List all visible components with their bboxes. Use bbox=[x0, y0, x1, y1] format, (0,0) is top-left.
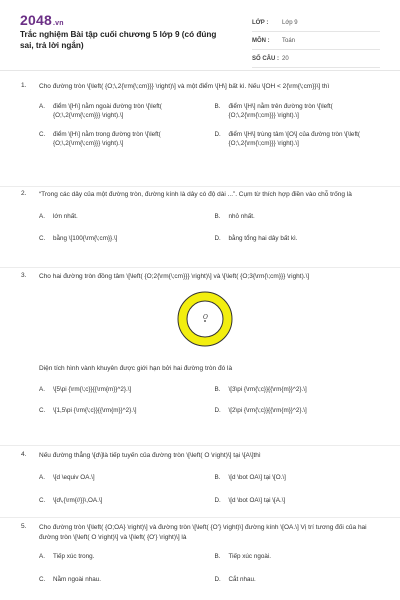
option-c[interactable] bbox=[39, 130, 203, 148]
option-letter: C. bbox=[39, 407, 46, 414]
brand-name: 2048 bbox=[20, 12, 52, 28]
option-c[interactable] bbox=[39, 575, 203, 584]
option-text: điểm \[H\] trùng tâm \[O\] của đường tròn \[\left( {O;\,2{\rm{\;cm}}} \right).\] bbox=[228, 130, 361, 147]
option-a[interactable] bbox=[39, 385, 203, 394]
question-text: Cho hai đường tròn đồng tâm \[\left( {O;2{\rm{\;cm}}} \right)\] và \[\left( {O;3{\rm{\;cm}}} \right).\] bbox=[39, 273, 310, 280]
meta-label: MÔN : bbox=[252, 37, 270, 44]
question-text: Cho đường tròn \[\left( {O;OA} \right)\] và đường tròn \[\left( {O'} \right)\] đường kính \[OA.\] Vị trí tương đối của hai đường tròn \[\left( O \right)\] và \[\left( {O'} \right)\] là bbox=[39, 524, 367, 541]
option-c[interactable] bbox=[39, 406, 203, 415]
option-letter: C. bbox=[39, 130, 46, 138]
option-letter: D. bbox=[214, 576, 221, 583]
option-c[interactable] bbox=[39, 234, 203, 243]
meta-value: Toán bbox=[282, 37, 296, 44]
question-1 bbox=[0, 80, 400, 187]
option-letter: B. bbox=[214, 386, 221, 393]
option-letter: D. bbox=[214, 496, 221, 504]
option-letter: B. bbox=[214, 553, 221, 560]
option-d[interactable] bbox=[215, 406, 379, 415]
option-text: bằng tổng hai dây bất kì. bbox=[228, 234, 298, 242]
option-a[interactable] bbox=[39, 552, 203, 561]
center-label: O bbox=[203, 313, 208, 321]
answer-options bbox=[39, 212, 378, 243]
question-text: “Trong các dây của một đường tròn, đường kính là dây có độ dài ...”. Cụm từ thích hợp điền vào chỗ trống là bbox=[39, 191, 352, 198]
option-text: \[5\pi {\rm{\;c}}{{\rm{m}}^2}.\] bbox=[53, 386, 132, 393]
option-text: Tiếp xúc ngoài. bbox=[228, 553, 271, 560]
question-text: Nếu đường thẳng \[d\]là tiếp tuyến của đường tròn \[\left( O \right)\] tại \[A\]thì bbox=[39, 452, 261, 459]
option-d[interactable] bbox=[215, 234, 379, 243]
option-text: bằng \[100{\rm{\;cm}}.\] bbox=[53, 234, 118, 242]
answer-options bbox=[39, 102, 378, 148]
option-a[interactable] bbox=[39, 102, 203, 120]
question-subtext: Diện tích hình vành khuyên được giới hạn bởi hai đường tròn đó là bbox=[39, 364, 233, 372]
option-b[interactable] bbox=[215, 473, 379, 482]
option-letter: A. bbox=[39, 386, 45, 393]
option-b[interactable] bbox=[215, 212, 379, 221]
option-d[interactable] bbox=[215, 130, 379, 148]
option-text: \[d \bot OA\] tại \[A.\] bbox=[228, 496, 286, 504]
question-number: 2. bbox=[21, 190, 27, 197]
page-header bbox=[0, 0, 400, 71]
option-b[interactable] bbox=[215, 102, 379, 120]
option-text: Cắt nhau. bbox=[228, 576, 256, 583]
question-list bbox=[0, 80, 400, 600]
annulus-diagram bbox=[176, 290, 234, 348]
option-letter: B. bbox=[214, 212, 221, 220]
option-text: Nằm ngoài nhau. bbox=[53, 576, 101, 583]
meta-table bbox=[252, 14, 380, 68]
question-number: 4. bbox=[21, 451, 27, 458]
site-logo[interactable] bbox=[20, 12, 64, 28]
question-4 bbox=[0, 446, 400, 518]
question-number: 5. bbox=[21, 523, 27, 530]
option-letter: C. bbox=[39, 496, 46, 504]
option-d[interactable] bbox=[215, 496, 379, 505]
option-letter: B. bbox=[214, 102, 221, 110]
meta-label: SỐ CÂU : bbox=[252, 55, 279, 62]
option-text: Tiếp xúc trong. bbox=[53, 553, 95, 560]
option-text: \[3\pi {\rm{\;c}}{{\rm{m}}^2}.\] bbox=[228, 386, 307, 393]
option-letter: D. bbox=[214, 407, 221, 414]
meta-row-count bbox=[252, 50, 380, 68]
meta-row-subject bbox=[252, 32, 380, 50]
option-letter: D. bbox=[214, 130, 221, 138]
option-b[interactable] bbox=[215, 552, 379, 561]
option-a[interactable] bbox=[39, 473, 203, 482]
answer-options bbox=[39, 473, 378, 505]
answer-options bbox=[39, 385, 378, 415]
option-b[interactable] bbox=[215, 385, 379, 394]
concentric-circles-figure bbox=[0, 290, 400, 352]
option-letter: B. bbox=[214, 473, 221, 481]
option-c[interactable] bbox=[39, 496, 203, 505]
answer-options bbox=[39, 552, 378, 584]
option-letter: A. bbox=[39, 473, 45, 481]
question-2 bbox=[0, 187, 400, 268]
meta-row-grade bbox=[252, 14, 380, 32]
option-text: điểm \[H\] nằm ngoài đường tròn \[\left( {O;\,2{\rm{\;cm}}} \right).\] bbox=[53, 102, 162, 119]
option-text: \[d\,{\rm{//}}\,OA.\] bbox=[53, 496, 103, 504]
option-letter: A. bbox=[39, 212, 45, 220]
option-text: \[2\pi {\rm{\;c}}{{\rm{m}}^2}.\] bbox=[228, 407, 307, 414]
option-text: điểm \[H\] nằm trên đường tròn \[\left( {O;\,2{\rm{\;cm}}} \right).\] bbox=[228, 102, 333, 119]
question-number: 1. bbox=[21, 82, 27, 89]
question-5 bbox=[0, 518, 400, 600]
option-text: \[1,5\pi {\rm{\;c}}{{\rm{m}}^2}.\] bbox=[53, 407, 137, 414]
brand-suffix: .vn bbox=[52, 20, 64, 27]
option-text: \[d \equiv OA.\] bbox=[53, 473, 95, 481]
question-text: Cho đường tròn \[\left( {O;\,2{\rm{\;cm}}} \right)\] và một điểm \[H\] bất kì. Nếu \[OH < 2{\rm{\;cm}}\] thì bbox=[39, 83, 330, 90]
option-letter: C. bbox=[39, 234, 46, 242]
option-d[interactable] bbox=[215, 575, 379, 584]
option-letter: A. bbox=[39, 553, 45, 560]
meta-label: LỚP : bbox=[252, 19, 269, 26]
question-3 bbox=[0, 268, 400, 446]
meta-value: Lớp 9 bbox=[282, 19, 298, 26]
question-number: 3. bbox=[21, 272, 27, 279]
option-text: nhỏ nhất. bbox=[228, 212, 255, 220]
option-text: lớn nhất. bbox=[53, 212, 78, 220]
option-letter: A. bbox=[39, 102, 45, 110]
page-title: Trắc nghiệm Bài tập cuối chương 5 lớp 9 (có đúng sai, trả lời ngắn) bbox=[20, 30, 217, 50]
option-letter: D. bbox=[214, 234, 221, 242]
meta-value: 20 bbox=[282, 55, 289, 62]
option-text: điểm \[H\] nằm trong đường tròn \[\left( {O;\,2{\rm{\;cm}}} \right).\] bbox=[53, 130, 161, 147]
option-a[interactable] bbox=[39, 212, 203, 221]
option-text: \[d \bot OA\] tại \[O.\] bbox=[228, 473, 286, 481]
option-letter: C. bbox=[39, 576, 46, 583]
